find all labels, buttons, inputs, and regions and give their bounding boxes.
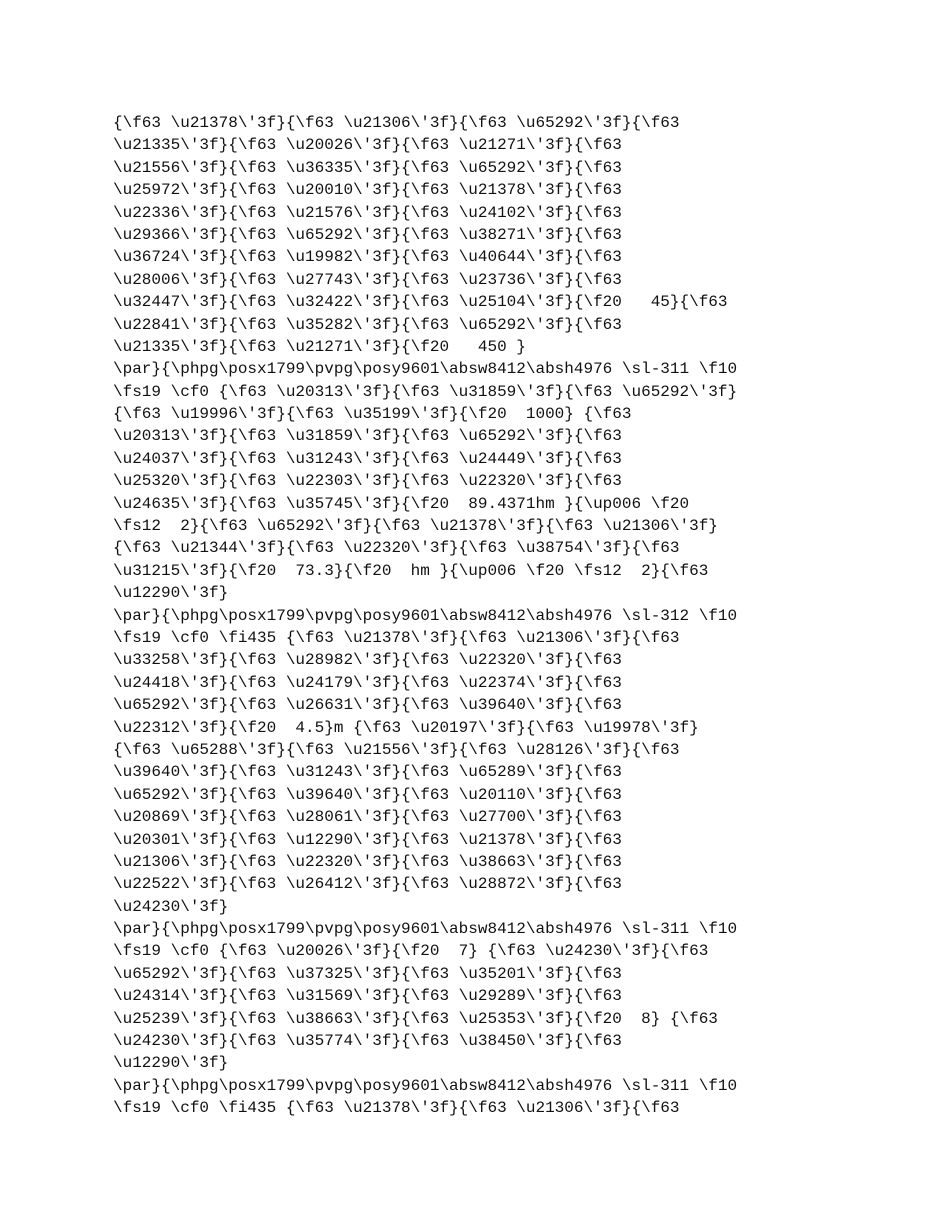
text-line: \u12290\'3f} xyxy=(113,1054,229,1073)
text-line: \u65292\'3f}{\f63 \u39640\'3f}{\f63 \u20110\'3f}{\f63 xyxy=(113,785,622,804)
text-line: \u21306\'3f}{\f63 \u22320\'3f}{\f63 \u38663\'3f}{\f63 xyxy=(113,852,622,871)
text-line: \u65292\'3f}{\f63 \u37325\'3f}{\f63 \u35201\'3f}{\f63 xyxy=(113,964,622,983)
text-line: \u22841\'3f}{\f63 \u35282\'3f}{\f63 \u65292\'3f}{\f63 xyxy=(113,315,622,334)
text-line: \fs19 \cf0 \fi435 {\f63 \u21378\'3f}{\f63 \u21306\'3f}{\f63 xyxy=(113,1099,680,1118)
text-line: \u24314\'3f}{\f63 \u31569\'3f}{\f63 \u29289\'3f}{\f63 xyxy=(113,987,622,1006)
text-line: \u24230\'3f} xyxy=(113,897,229,916)
text-line: \u32447\'3f}{\f63 \u32422\'3f}{\f63 \u25104\'3f}{\f20 45}{\f63 xyxy=(113,293,728,312)
text-line: \fs19 \cf0 {\f63 \u20313\'3f}{\f63 \u31859\'3f}{\f63 \u65292\'3f} xyxy=(113,382,738,401)
rtf-source-text xyxy=(113,112,913,1120)
text-line: {\f63 \u21344\'3f}{\f63 \u22320\'3f}{\f63 \u38754\'3f}{\f63 xyxy=(113,539,680,558)
text-line: \u25972\'3f}{\f63 \u20010\'3f}{\f63 \u21378\'3f}{\f63 xyxy=(113,181,622,200)
text-line: \u33258\'3f}{\f63 \u28982\'3f}{\f63 \u22320\'3f}{\f63 xyxy=(113,651,622,670)
text-line: \u29366\'3f}{\f63 \u65292\'3f}{\f63 \u38271\'3f}{\f63 xyxy=(113,225,622,244)
text-line: \u28006\'3f}{\f63 \u27743\'3f}{\f63 \u23736\'3f}{\f63 xyxy=(113,270,622,289)
text-line: \u25239\'3f}{\f63 \u38663\'3f}{\f63 \u25353\'3f}{\f20 8} {\f63 xyxy=(113,1009,718,1028)
text-line: \u22336\'3f}{\f63 \u21576\'3f}{\f63 \u24102\'3f}{\f63 xyxy=(113,203,622,222)
text-line: \u36724\'3f}{\f63 \u19982\'3f}{\f63 \u40644\'3f}{\f63 xyxy=(113,248,622,267)
text-line: \u25320\'3f}{\f63 \u22303\'3f}{\f63 \u22320\'3f}{\f63 xyxy=(113,472,622,491)
text-line: \u39640\'3f}{\f63 \u31243\'3f}{\f63 \u65289\'3f}{\f63 xyxy=(113,763,622,782)
text-line: \u24635\'3f}{\f63 \u35745\'3f}{\f20 89.4371hm }{\up006 \f20 xyxy=(113,494,690,513)
text-line: \u24230\'3f}{\f63 \u35774\'3f}{\f63 \u38450\'3f}{\f63 xyxy=(113,1032,622,1051)
text-line: \u22312\'3f}{\f20 4.5}m {\f63 \u20197\'3f}{\f63 \u19978\'3f} xyxy=(113,718,699,737)
text-line: \fs19 \cf0 \fi435 {\f63 \u21378\'3f}{\f63 \u21306\'3f}{\f63 xyxy=(113,628,680,647)
text-line: \u65292\'3f}{\f63 \u26631\'3f}{\f63 \u39640\'3f}{\f63 xyxy=(113,696,622,715)
text-line: \u20301\'3f}{\f63 \u12290\'3f}{\f63 \u21378\'3f}{\f63 xyxy=(113,830,622,849)
text-line: \u20313\'3f}{\f63 \u31859\'3f}{\f63 \u65292\'3f}{\f63 xyxy=(113,427,622,446)
text-line: \par}{\phpg\posx1799\pvpg\posy9601\absw8412\absh4976 \sl-311 \f10 xyxy=(113,360,738,379)
text-line: {\f63 \u19996\'3f}{\f63 \u35199\'3f}{\f20 1000} {\f63 xyxy=(113,405,632,424)
text-line: {\f63 \u21378\'3f}{\f63 \u21306\'3f}{\f63 \u65292\'3f}{\f63 xyxy=(113,114,680,132)
text-line: \u12290\'3f} xyxy=(113,584,229,603)
text-line: \par}{\phpg\posx1799\pvpg\posy9601\absw8412\absh4976 \sl-311 \f10 xyxy=(113,920,738,939)
text-line: \u21335\'3f}{\f63 \u21271\'3f}{\f20 450 } xyxy=(113,337,526,356)
text-line: \fs19 \cf0 {\f63 \u20026\'3f}{\f20 7} {\f63 \u24230\'3f}{\f63 xyxy=(113,942,709,961)
text-line: \u24037\'3f}{\f63 \u31243\'3f}{\f63 \u24449\'3f}{\f63 xyxy=(113,449,622,468)
text-line: {\f63 \u65288\'3f}{\f63 \u21556\'3f}{\f63 \u28126\'3f}{\f63 xyxy=(113,740,680,759)
text-line: \u21335\'3f}{\f63 \u20026\'3f}{\f63 \u21271\'3f}{\f63 xyxy=(113,136,622,155)
text-line: \u31215\'3f}{\f20 73.3}{\f20 hm }{\up006 \f20 \fs12 2}{\f63 xyxy=(113,561,709,580)
text-line: \fs12 2}{\f63 \u65292\'3f}{\f63 \u21378\'3f}{\f63 \u21306\'3f} xyxy=(113,517,718,536)
text-line: \par}{\phpg\posx1799\pvpg\posy9601\absw8412\absh4976 \sl-311 \f10 xyxy=(113,1076,738,1095)
text-line: \u22522\'3f}{\f63 \u26412\'3f}{\f63 \u28872\'3f}{\f63 xyxy=(113,875,622,894)
text-line: \par}{\phpg\posx1799\pvpg\posy9601\absw8412\absh4976 \sl-312 \f10 xyxy=(113,606,738,625)
text-line: \u21556\'3f}{\f63 \u36335\'3f}{\f63 \u65292\'3f}{\f63 xyxy=(113,158,622,177)
text-line: \u20869\'3f}{\f63 \u28061\'3f}{\f63 \u27700\'3f}{\f63 xyxy=(113,808,622,827)
text-line: \u24418\'3f}{\f63 \u24179\'3f}{\f63 \u22374\'3f}{\f63 xyxy=(113,673,622,692)
